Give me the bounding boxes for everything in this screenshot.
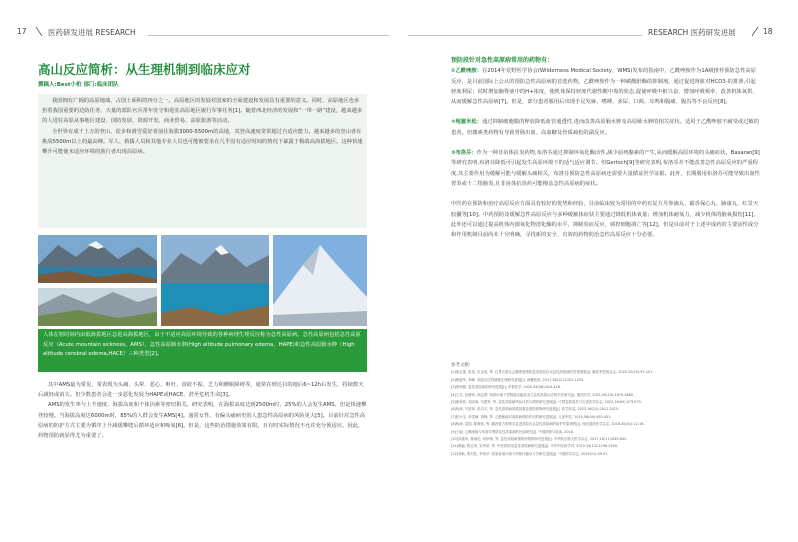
- reference-item: [6]杨涛, 马晋萍, 张自平, 等. 急性高原病易感因素及预防药物研究进展[J]. 医学综述, 2023,16(12):2011-2015.: [451, 407, 620, 412]
- right-header-section: [648, 27, 736, 38]
- left-section-cn: 医药研发进展: [48, 28, 93, 37]
- right-section-cn: 医药研发进展: [690, 28, 736, 37]
- references-heading: 参考文献:: [451, 363, 471, 368]
- drug-name: ③布洛芬：: [451, 150, 477, 157]
- reference-item: [2]黄振华, 李峰. 高原反应的病理生理研究进展[J]. 西藏医药, 2017,38(12):1202-1205.: [451, 377, 585, 382]
- drug-name: ②地塞米松：: [451, 119, 482, 126]
- drug-text: 在2014年荒野医学协会(Wilderness Medical Society，WMS)发布的指南中，乙酰唑胺作为1A级推荐预防急性高原反应，是目前国际上公认的预防急性高原病的首选药物。乙酰唑胺作为一种碳酸酐酶的抑制剂，通过促进肾脏对HCO3-的排泄,引起轻度利尿；同时增加脑脊液中的H+浓度，使机体保持轻度代谢性酸中毒的状态,促使呼吸中枢兴奋，增加呼吸频率，改善机体氧供，从而缓解急性高原病[7]。但是，部分患者服用后出现手足发麻、嗜睡、多尿、口渴、耳鸣和腹痛、腹泻等不良反应[8]。: [451, 68, 758, 106]
- left-page-number: 17: [17, 27, 27, 36]
- body-paragraph: 其中AMS最为常见，常表现为头痛、头晕、恶心、呕吐、食欲不振、乏力和睡眠障碍等。通常在到达目的地后6~12h后发生，持续数天后减轻或消失。但少数患者会进一步恶化发展为HAPE或HACE，甚至危机生命[3]。: [38, 382, 364, 399]
- drug-paragraph-2: [451, 117, 761, 138]
- slash-divider-icon: [750, 26, 760, 37]
- body-paragraph: AMS的发生率与上升速度、海拔高度和个体因素等密切相关。研究表明，在海拔高度达到2500m时，25%的人会发生AMS，但是快速攀登较慢。当海拔高度达6000m时，85%的人群会发生AMS[4]。通常女性、有偏头痛病史的人患急性高原病的风险更大[5]。目前针对急性高原病的防护方式主要为循序上升减缓攀爬后循环适应和吸氧[6]。但是，这些防治措施效果有限。且有时实际情况不允许充分预适应。因此，药物预防就显得尤为重要了。: [38, 402, 367, 440]
- caption-box: 人体在短时间内由低海拔地区急进高海拔地区，由于不适应高原环境导致的各种病理生理反应称为急性高原病。急性高原病包括急性高原反应（Acute mountain sickness，AMS）、急性高原肺水肿(High altitude pulmonary edema，HAPE)和急性高原脑水肿（High altitude cerebral edema,HACE）三种类型[2]。: [38, 329, 367, 372]
- reference-item: [1]黄志强, 张伟, 杜金成, 等. 红景天联合乙酰唑胺预防急进高原官兵急性高原病的效果观察[J]. 解放军医药杂志, 2020,32(10):97-101.: [451, 370, 654, 375]
- closing-paragraph: 中医药在预防和治疗高原反应方面具有较好的优势和经验，目前临床较为常用的中药有复方丹参滴丸、霸香保心丸、脑康丸、红景天胶囊等[10]。中药预防及缓解急性高原反应与多种缓解体症状主要通过降低机体氧量；增加机体耐氧力，减少机体的脑氧损伤[11]，此外还可以通过提高机体内源氧化物清化酶的水平，抑制炎症反应，调控细胞凋亡等[12]。但是目前对于上述中成药的主要活性成分和作用机制目前尚未十分明确，寻找新的安全、有效的药物防治急性高原反应十分必要。: [451, 201, 759, 239]
- reference-item: [9]王毅. 乙酰唑胺与布洛芬预防急性高原病的比较研究[J]. 中国药物与临床, 2018.: [451, 429, 574, 434]
- drug-text: 通过抑制细胞膜的释放降低血管通透性,进而改善高原脑水肿及高原肺水肿的相关症状。适用于乙酰唑胺不耐受或过敏的患者。但激素类药物有导致胃肠出血、高血糖及骨质疏松的副反应。: [451, 119, 760, 136]
- right-page-number: 18: [763, 27, 773, 36]
- slash-divider-icon: [34, 26, 44, 37]
- photo-snow-peak: [273, 235, 367, 326]
- section-heading: 预防段针对急性高原病常用的药物有：: [451, 57, 554, 64]
- intro-paragraph: 我国拥有广阔的高原地域，占国土面积的四分之一。高原地区的发展对国家的全面建设和发展具有重要的意义。同时，高原地区也承担着我国重要的边防任务，大量的部队官兵常年驻守和进驻高原地区履行军事任务[1]。随着西北经济的发展和“一带一路”建设，越来越多的人进驻高原从事地区建设、国防发展、资源开发、商业贸易、高原旅游等活动。: [42, 98, 363, 125]
- right-section-en: RESEARCH: [648, 28, 689, 37]
- article-title: 高山反应简析：从生理机制到临床应对: [38, 62, 251, 77]
- reference-item: [7]张小宝, 李雪峰, 刘锋, 等. 乙酰唑胺对高原病预防作用的研究进展[J]. 人民军医, 2015,58(04):450-451.: [451, 414, 612, 419]
- intro-box: [38, 94, 367, 228]
- photo-blue-lake: [161, 235, 269, 326]
- reference-item: [10]刘惠萍, 蒋海伦, 刘伊梅, 等. 急性高原病预防药物的研究进展[J]. 中华航空航天医学杂志, 2017,16(11):839-842.: [451, 437, 628, 442]
- reference-item: [11]黄毅, 陈玉荣, 宋秀荣, 等. 中医药防治急性高原病研究进展[J]. 中华中医药学刊, 2015,33(12):2296-2299.: [451, 444, 618, 449]
- reference-item: [4]王芳, 赵晓伟, 杨志勇. 高原环境下胃肠道功能改变与急性高原反应相关性研究[J]. 重庆医学, 2021,50(10):1675-1680.: [451, 392, 634, 397]
- references: [451, 362, 761, 458]
- left-section-en: RESEARCH: [95, 28, 136, 37]
- reference-item: [5]黄欣欣, 刘洪涛, 马建军, 等. 急性高原病风险评估与预防研究进展[J]. 中国急救复苏与灾害医学杂志, 2022,16(05):573-575.: [451, 400, 642, 405]
- drug-name: ①乙酰唑胺：: [451, 68, 482, 75]
- header-rule-right: [408, 35, 642, 36]
- photo-valley: [38, 288, 157, 326]
- reference-item: [12]刘新, 胡夫旺, 李美华. 高原低氧环境下药物代谢动力学研究进展[J]. 中国药学杂志, 2019(12):55-57.: [451, 451, 609, 456]
- drug-text: 作为一种非甾体抗炎药物,布洛芬通过抑制环氧化酶活性,减少前列腺素的产生,从而缓解高原环境的头痛症状。Basaran[9]等研究表明,布洛芬降低可引起发生高原环境下的适气适应调节。但Gertsch[9]等研究表明,布洛芬并不能改善急性高原反应的严重程度,其主要作用为缓解可能与缓解头痛相关，布洛芬预防急性高原病还需要大量循证医学证据。此外，长期服用布洛芬可能导致出血性胃炎或十二指肠炎,且非甾体抗炎药可能掩盖急性高原病的症状。: [451, 150, 760, 187]
- photo-lake-mountains: [38, 235, 157, 283]
- header-rule-left: [148, 35, 389, 36]
- left-header-section: [48, 27, 136, 38]
- byline: 撰稿人:Best小柏 部门:临床团队: [38, 82, 119, 88]
- reference-item: [8]杨涛, 袁国, 陈海伟, 等. 藏药复方制剂对急进高原官兵急性高原病的防护效果观察[J]. 西北国防医学杂志, 2016,40(01):12-16.: [451, 422, 645, 427]
- right-column: [451, 56, 761, 240]
- left-body: [38, 380, 367, 441]
- reference-item: [3]蔡雨薇. 急性高原病的研究进展[J]. 军事医学, 2020,44(06):424-428.: [451, 385, 561, 390]
- intro-paragraph: 全世界有成千上万的登山、徒步和滑雪爱好者前往海拔3000-5500m的高地，其登高速度常常超过自适应能力。越来越多的登山者在挑战5500m以上的最高峰。军人、救援人员和其他专业人员也可能被要求在几乎没有适应时间的情况下暴露于极端高海拔地区。这种快速攀升可能使未适应环境的旅行者出现高原病。: [42, 128, 363, 156]
- drug-paragraph-3: [451, 148, 761, 189]
- drug-paragraph-1: [451, 66, 761, 107]
